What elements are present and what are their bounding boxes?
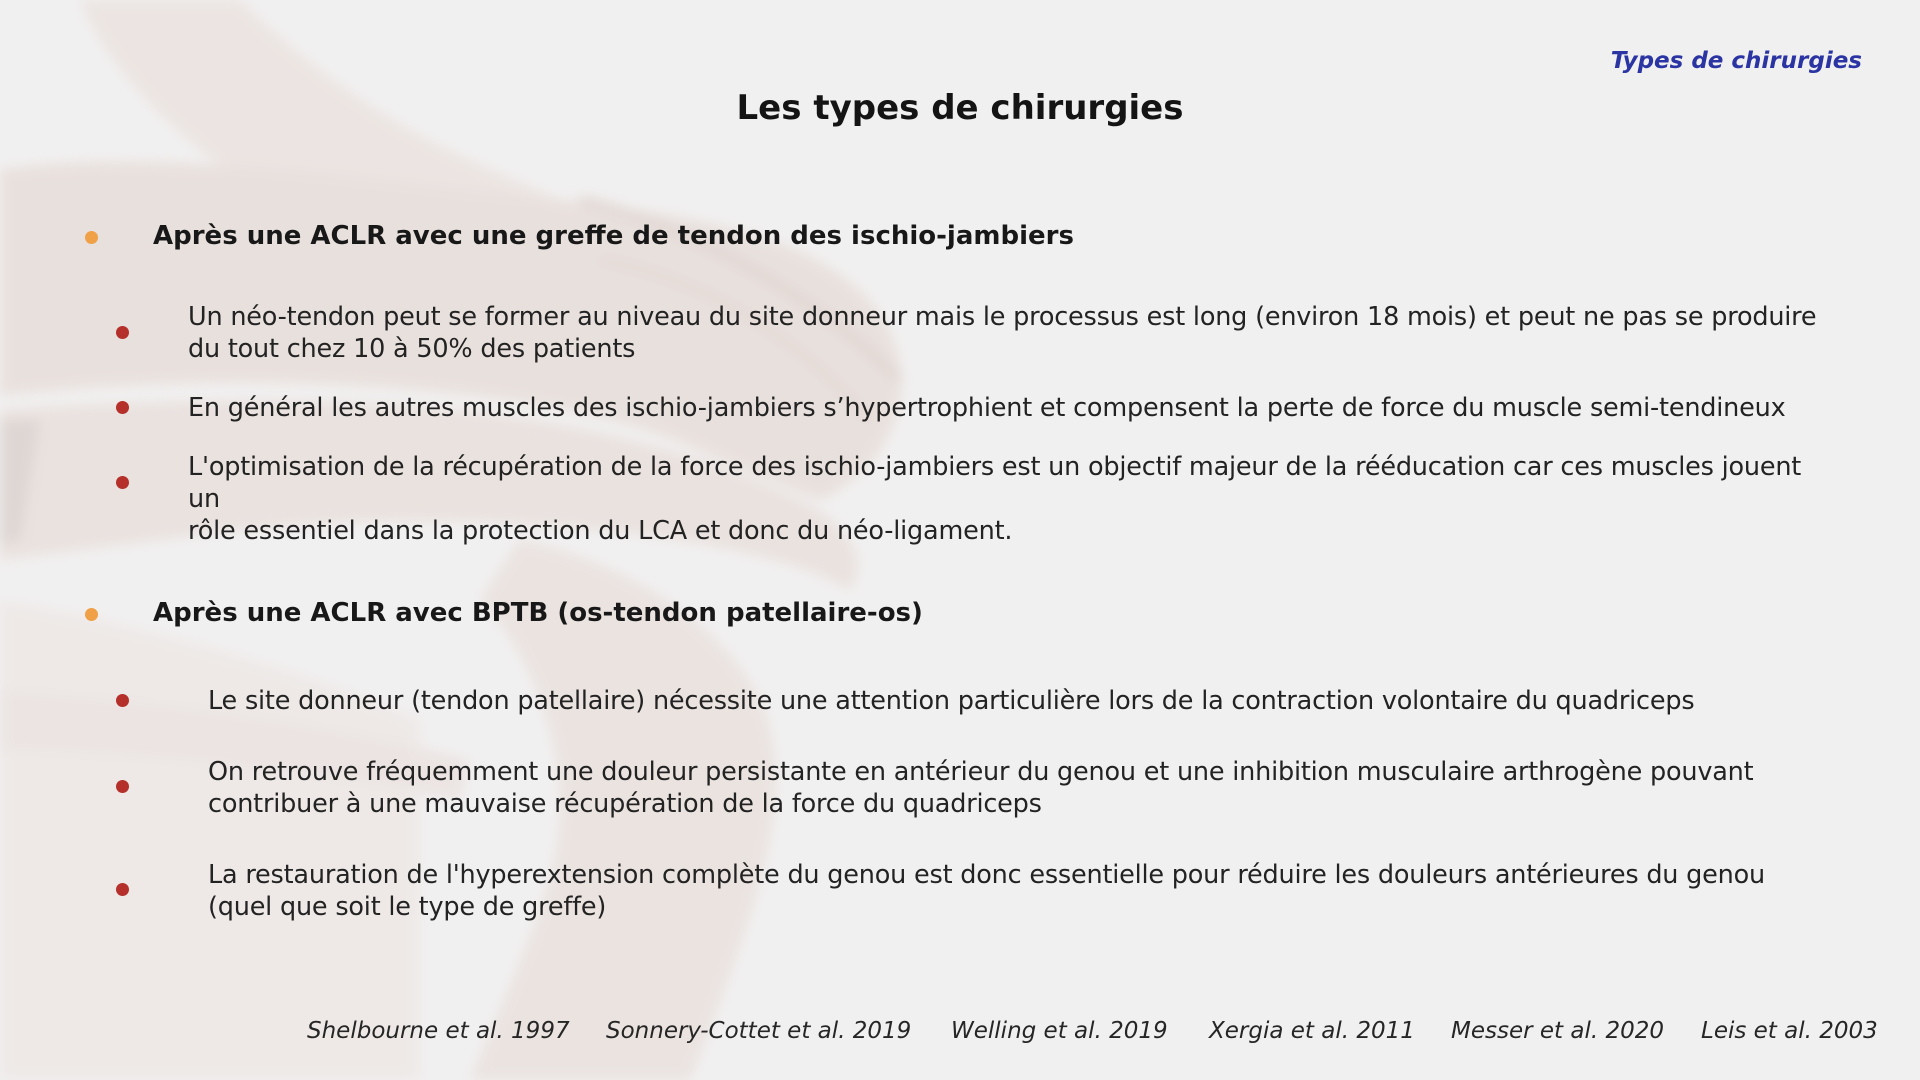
list-item-line: L'optimisation de la récupération de la force des ischio-jambiers est un objectif majeur de la rééducation car ces muscles jouent un [188,452,1802,514]
list-item-line: La restauration de l'hyperextension complète du genou est donc essentielle pour réduire les douleurs antérieures du genou [208,860,1765,890]
list-item-line: du tout chez 10 à 50% des patients [188,334,636,364]
slide-section-label: Types de chirurgies [1610,48,1862,74]
list-item [208,859,1828,923]
reference-citation: Welling et al. 2019 [951,1018,1168,1044]
item-bullet-icon [116,694,129,707]
list-item-line: On retrouve fréquemment une douleur persistante en antérieur du genou et une inhibition musculaire arthrogène pouvant [208,757,1754,787]
list-item [188,451,1828,547]
item-bullet-icon [116,883,129,896]
section-heading-bptb: Après une ACLR avec BPTB (os-tendon patellaire-os) [153,598,923,628]
reference-citation: Shelbourne et al. 1997 [307,1018,570,1044]
item-bullet-icon [116,780,129,793]
section-bullet-icon [85,231,98,244]
list-item-line: (quel que soit le type de greffe) [208,892,607,922]
slide-title: Les types de chirurgies [736,88,1184,128]
list-item-line: contribuer à une mauvaise récupération de la force du quadriceps [208,789,1042,819]
list-item [188,301,1828,365]
reference-citation: Sonnery-Cottet et al. 2019 [606,1018,912,1044]
item-bullet-icon [116,476,129,489]
reference-citation: Messer et al. 2020 [1451,1018,1664,1044]
reference-citation: Leis et al. 2003 [1701,1018,1878,1044]
list-item [188,392,1828,424]
section-bullet-icon [85,608,98,621]
item-bullet-icon [116,401,129,414]
section-heading-hamstring: Après une ACLR avec une greffe de tendon des ischio-jambiers [153,221,1074,251]
list-item-line: En général les autres muscles des ischio-jambiers s’hypertrophient et compensent la perte de force du muscle semi-tendineux [188,393,1786,423]
list-item [208,685,1828,717]
reference-citation: Xergia et al. 2011 [1209,1018,1415,1044]
list-item-line: rôle essentiel dans la protection du LCA et donc du néo-ligament. [188,516,1013,546]
list-item-line: Le site donneur (tendon patellaire) nécessite une attention particulière lors de la contraction volontaire du quadriceps [208,686,1695,716]
item-bullet-icon [116,326,129,339]
list-item-line: Un néo-tendon peut se former au niveau du site donneur mais le processus est long (environ 18 mois) et peut ne pas se produire [188,302,1817,332]
list-item [208,756,1828,820]
